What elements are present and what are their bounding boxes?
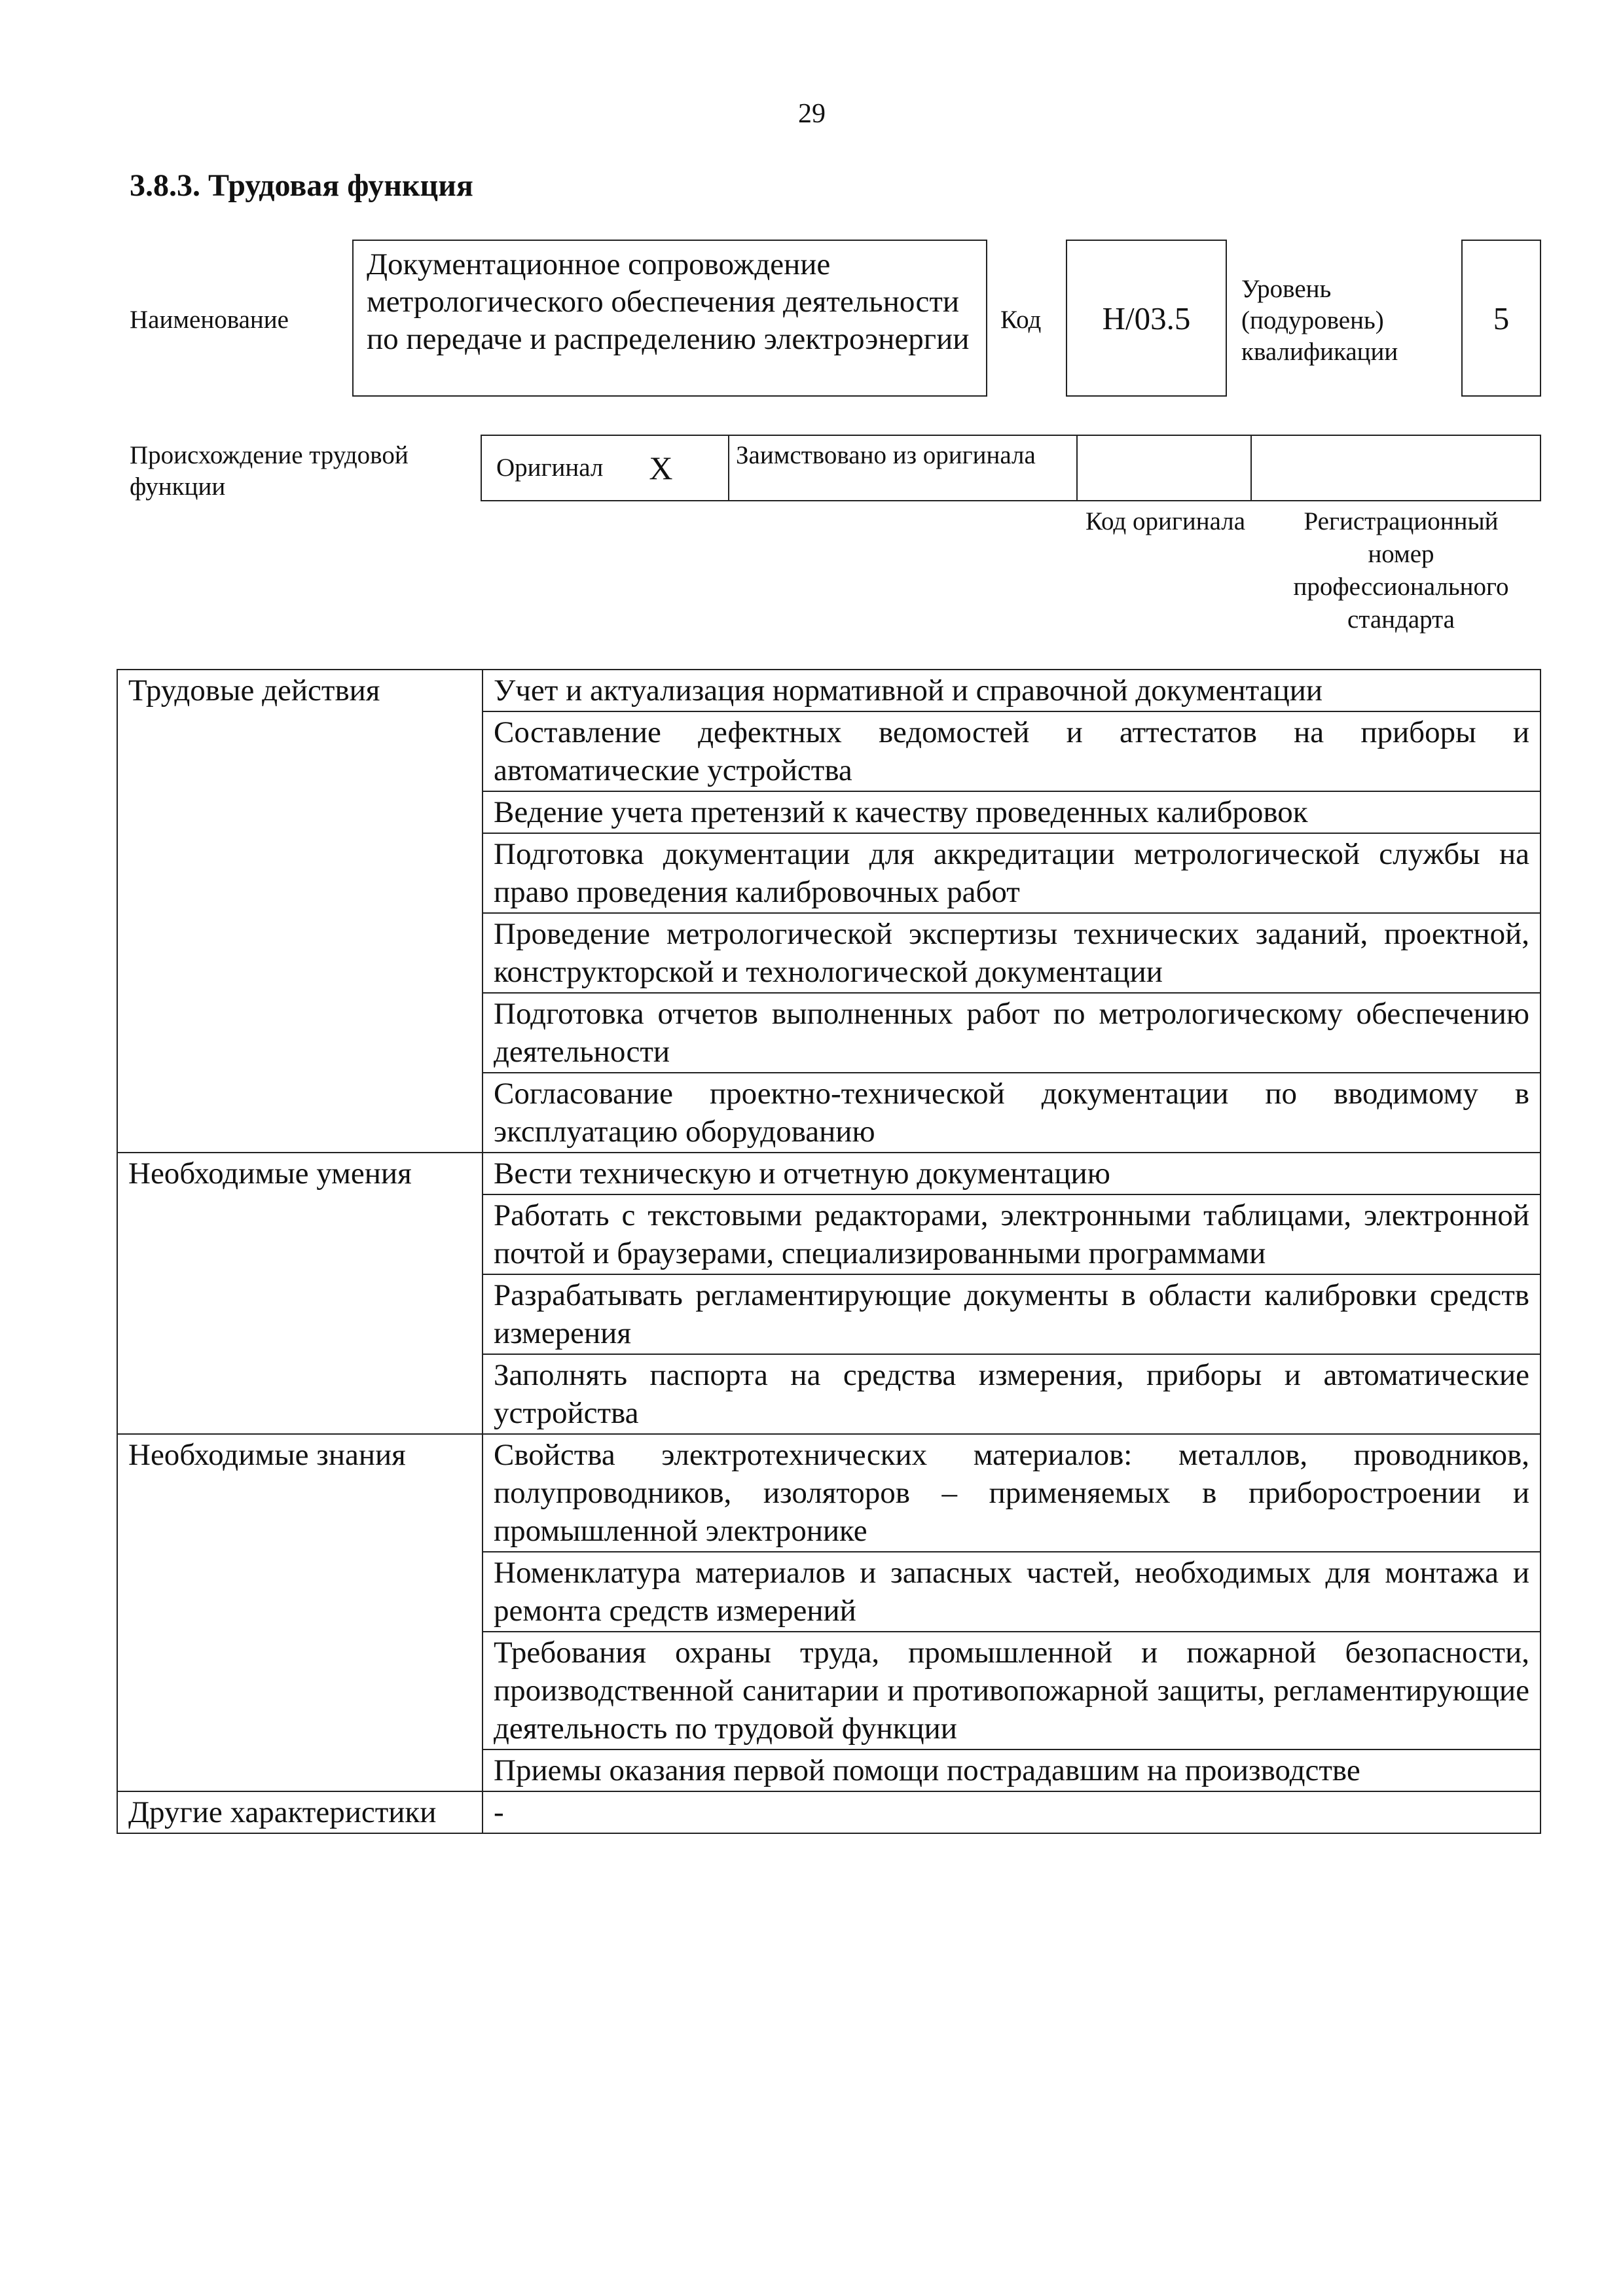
function-name-box: Документационное сопровождение метрологического обеспечения деятельности по передаче и распределению электроэнергии	[352, 240, 987, 397]
skill-item: Работать с текстовыми редакторами, электронными таблицами, электронной почтой и браузерами, специализированными программами	[483, 1194, 1541, 1274]
function-details-table	[117, 669, 1541, 1834]
table-row	[117, 670, 1541, 711]
skill-item: Разрабатывать регламентирующие документы в области калибровки средств измерения	[483, 1274, 1541, 1354]
labor-action-item: Проведение метрологической экспертизы технических заданий, проектной, конструкторской и технологической документации	[483, 913, 1541, 993]
function-code-box: Н/03.5	[1066, 240, 1227, 397]
labor-action-item: Составление дефектных ведомостей и аттестатов на приборы и автоматические устройства	[483, 711, 1541, 791]
labor-action-item: Согласование проектно-технической документации по вводимому в эксплуатацию оборудованию	[483, 1073, 1541, 1153]
qualification-level-box: 5	[1461, 240, 1541, 397]
other-characteristics-value: -	[483, 1791, 1541, 1833]
knowledge-item: Требования охраны труда, промышленной и пожарной безопасности, производственной санитарии и противопожарной защиты, регламентирующие деятельность по трудовой функции	[483, 1632, 1541, 1749]
skill-item: Заполнять паспорта на средства измерения, приборы и автоматические устройства	[483, 1354, 1541, 1434]
table-row	[117, 1434, 1541, 1552]
labor-action-item: Подготовка документации для аккредитации метрологической службы на право проведения калибровочных работ	[483, 833, 1541, 913]
knowledge-label: Необходимые знания	[117, 1434, 483, 1791]
name-label: Наименование	[130, 306, 289, 334]
labor-actions-label: Трудовые действия	[117, 670, 483, 1153]
origin-reg-number-cell	[1252, 436, 1540, 500]
skill-item: Вести техническую и отчетную документацию	[483, 1153, 1541, 1194]
origin-borrowed-cell: Заимствовано из оригинала	[729, 436, 1078, 500]
table-row	[117, 1791, 1541, 1833]
registration-number-caption: Регистрационный номер профессионального стандарта	[1293, 507, 1509, 634]
page-number: 29	[798, 99, 826, 129]
labor-action-item: Ведение учета претензий к качеству проведенных калибровок	[483, 791, 1541, 833]
code-original-caption: Код оригинала	[1085, 507, 1246, 535]
knowledge-item: Свойства электротехнических материалов: металлов, проводников, полупроводников, изоляторов – применяемых в приборостроении и промышленной электронике	[483, 1434, 1541, 1552]
table-row	[117, 1153, 1541, 1194]
origin-original-cell	[482, 436, 729, 500]
labor-action-item: Учет и актуализация нормативной и справочной документации	[483, 670, 1541, 711]
knowledge-item: Номенклатура материалов и запасных частей, необходимых для монтажа и ремонта средств измерений	[483, 1552, 1541, 1632]
original-mark: X	[649, 450, 673, 486]
qualification-level-label: Уровень (подуровень) квалификации	[1241, 275, 1398, 366]
origin-code-cell	[1078, 436, 1252, 500]
labor-action-item: Подготовка отчетов выполненных работ по метрологическому обеспечению деятельности	[483, 993, 1541, 1073]
origin-table	[481, 435, 1541, 501]
code-label: Код	[1000, 306, 1042, 334]
skills-label: Необходимые умения	[117, 1153, 483, 1434]
origin-label: Происхождение трудовой функции	[130, 441, 409, 501]
other-characteristics-label: Другие характеристики	[117, 1791, 483, 1833]
section-title: 3.8.3. Трудовая функция	[130, 168, 473, 203]
knowledge-item: Приемы оказания первой помощи пострадавшим на производстве	[483, 1749, 1541, 1791]
original-label: Оригинал	[496, 454, 604, 482]
